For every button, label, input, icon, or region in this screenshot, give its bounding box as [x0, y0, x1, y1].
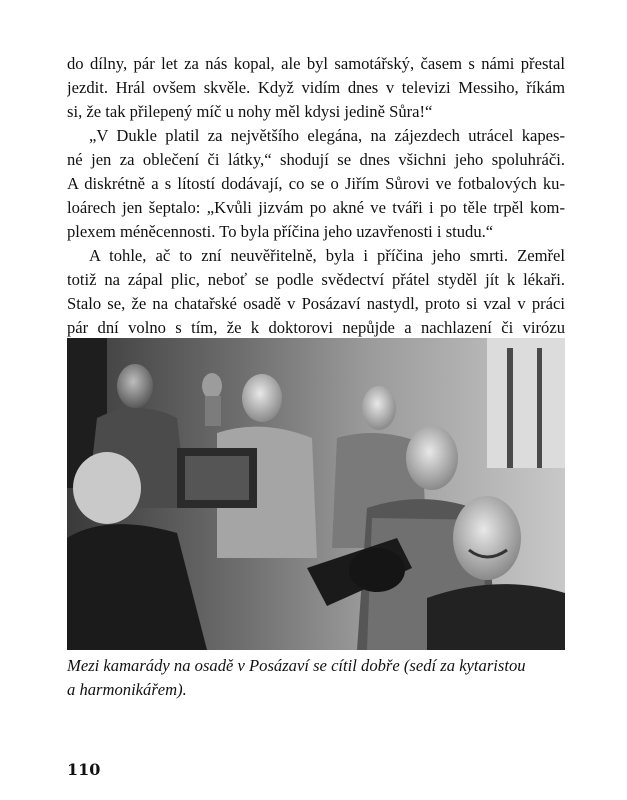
photo-illustration — [67, 338, 565, 650]
photo-caption — [67, 654, 567, 702]
text-line: loárech jen šeptalo: „Kvůli jizvám po akné ve tváři i po těle trpěl kom- — [67, 198, 565, 217]
paragraph-1 — [67, 52, 565, 124]
paragraph-3 — [67, 244, 565, 340]
text-line: si, že tak přilepený míč u nohy měl kdysi jedině Sůra!“ — [67, 102, 433, 121]
text-line: do dílny, pár let za nás kopal, ale byl samotářský, časem s námi přestal — [67, 54, 565, 73]
text-line: jezdit. Hrál ovšem skvěle. Když vidím dnes v televizi Messiho, říkám — [67, 78, 565, 97]
text-line: plexem méněcennosti. To byla příčina jeho uzavřenosti i studu.“ — [67, 222, 494, 241]
text-line: A tohle, ač to zní neuvěřitelně, byla i příčina jeho smrti. Zemřel — [89, 246, 565, 265]
text-line: totiž na zápal plic, neboť se podle svědectví přátel styděl jít k lékaři. — [67, 270, 565, 289]
body-text — [67, 52, 565, 340]
text-line: „V Dukle platil za největšího elegána, na zájezdech utrácel kapes- — [89, 126, 565, 145]
paragraph-2 — [67, 124, 565, 244]
text-line: A diskrétně a s lítostí dodávají, co se o Jiřím Sůrovi ve fotbalových ku- — [67, 174, 565, 193]
text-line: pár dní volno s tím, že k doktorovi nepůjde a nachlazení či virózu — [67, 318, 565, 337]
text-line: Stalo se, že na chatařské osadě v Posázaví nastydl, proto si vzal v práci — [67, 294, 565, 313]
caption-line: a harmonikářem). — [67, 680, 187, 699]
page-number: 110 — [67, 760, 101, 779]
photo-musicians — [67, 338, 565, 650]
text-line: né jen za oblečení či látky,“ shodují se dnes všichni jeho spoluhráči. — [67, 150, 565, 169]
caption-line: Mezi kamarády na osadě v Posázaví se cítil dobře (sedí za kytaristou — [67, 656, 526, 675]
